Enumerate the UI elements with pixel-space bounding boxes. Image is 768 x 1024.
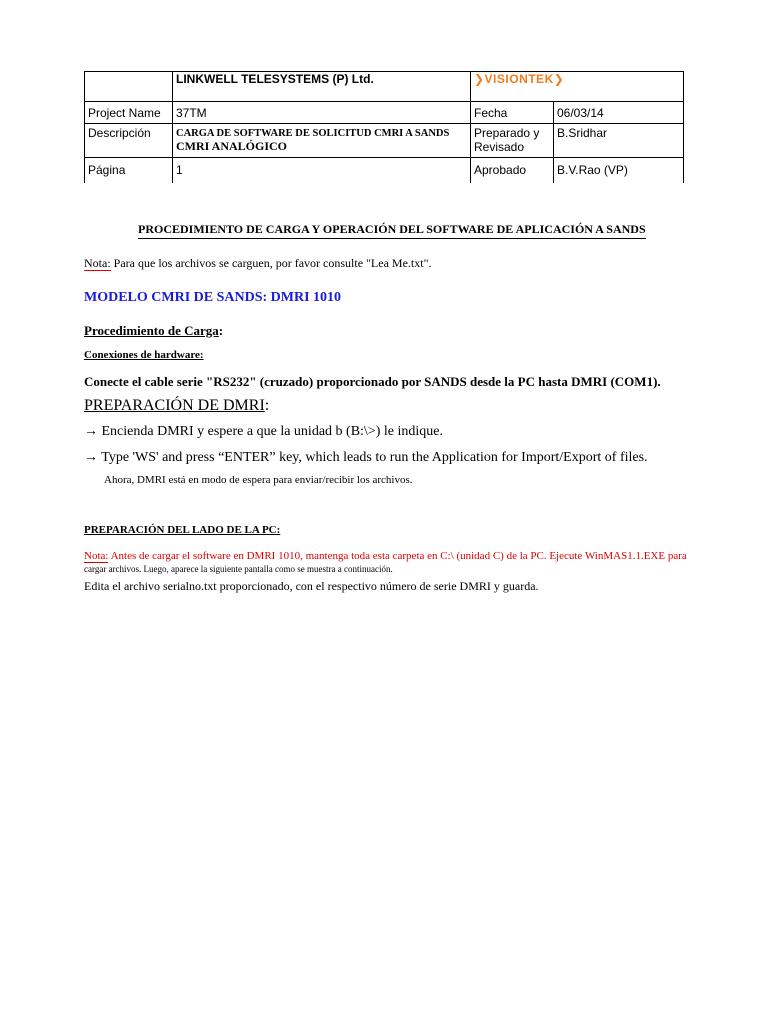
- dmri-prep-heading-text: PREPARACIÓN DE DMRI: [84, 397, 265, 414]
- header-row-pagina: [85, 158, 684, 183]
- descripcion-line2: CMRI ANALÓGICO: [176, 139, 288, 153]
- header-row-descripcion: [85, 124, 684, 158]
- preparado-label-line1: Preparado y: [474, 126, 540, 140]
- step-2: → Type 'WS' and press “ENTER” key, which leads to run the Application for Import/Export of files.: [84, 450, 648, 465]
- aprobado-label: Aprobado: [471, 158, 554, 183]
- fecha-label: Fecha: [471, 102, 554, 124]
- preparado-value: B.Sridhar: [554, 124, 684, 158]
- header-row-company: [85, 72, 684, 102]
- header-empty-cell: [85, 72, 173, 102]
- dmri-prep-heading: [84, 397, 269, 415]
- model-heading: MODELO CMRI DE SANDS: DMRI 1010: [84, 290, 342, 305]
- aprobado-value: B.V.Rao (VP): [554, 158, 684, 183]
- project-name-label: Project Name: [85, 102, 173, 124]
- company-name: LINKWELL TELESYSTEMS (P) Ltd.: [173, 72, 471, 102]
- note-lea-me: [84, 256, 431, 271]
- visiontek-logo: ❯VISIONTEK❯: [471, 72, 684, 102]
- note-pc-text: Antes de cargar el software en DMRI 1010, mantenga toda esta carpeta en C:\ (unidad C) de la PC. Ejecute WinMAS1.1.EXE para: [108, 550, 687, 562]
- header-table: [84, 71, 684, 183]
- note-pc: [84, 550, 687, 562]
- pc-prep-heading: PREPARACIÓN DEL LADO DE LA PC:: [84, 524, 281, 536]
- procedure-colon: :: [218, 323, 224, 338]
- project-name-value: 37TM: [173, 102, 471, 124]
- preparado-label-line2: Revisado: [474, 140, 525, 154]
- dmri-prep-colon: :: [264, 397, 270, 414]
- header-row-project: [85, 102, 684, 124]
- note-text: Para que los archivos se carguen, por favor consulte "Lea Me.txt".: [110, 256, 432, 270]
- document-title: PROCEDIMIENTO DE CARGA Y OPERACIÓN DEL SOFTWARE DE APLICACIÓN A SANDS: [138, 222, 646, 239]
- procedure-heading-text: Procedimiento de Carga: [84, 323, 219, 338]
- procedure-heading: [84, 323, 223, 339]
- step-1: → Encienda DMRI y espere a que la unidad b (B:\>) le indique.: [84, 424, 443, 439]
- pagina-label: Página: [85, 158, 173, 183]
- descripcion-label: Descripción: [85, 124, 173, 158]
- note-pc-label: Nota:: [84, 550, 109, 562]
- edit-serial-instruction: Edita el archivo serialno.txt proporcionado, con el respectivo número de serie DMRI y guarda.: [84, 579, 539, 593]
- step-note: Ahora, DMRI está en modo de espera para enviar/recibir los archivos.: [104, 474, 413, 486]
- connect-instruction: Conecte el cable serie "RS232" (cruzado) proporcionado por SANDS desde la PC hasta DMRI (COM1).: [84, 374, 661, 389]
- descripcion-line1: CARGA DE SOFTWARE DE SOLICITUD CMRI A SANDS: [176, 128, 450, 139]
- pagina-value: 1: [173, 158, 471, 183]
- note-pc-continuation: cargar archivos. Luego, aparece la siguiente pantalla como se muestra a continuación.: [84, 564, 393, 574]
- note-label: Nota:: [84, 256, 111, 270]
- hardware-heading: Conexiones de hardware:: [84, 349, 204, 361]
- fecha-value: 06/03/14: [554, 102, 684, 124]
- descripcion-value: [173, 124, 471, 158]
- preparado-label: [471, 124, 554, 158]
